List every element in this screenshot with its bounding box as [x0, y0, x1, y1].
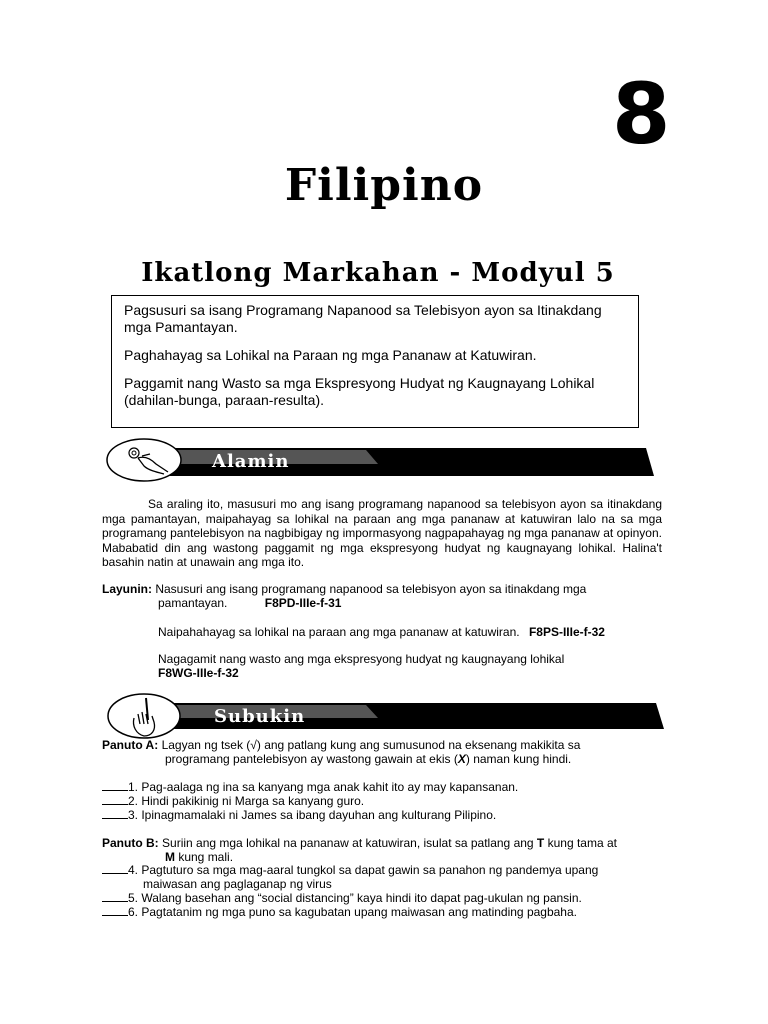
- objective-1: [102, 582, 662, 597]
- subukin-banner-graphic: [106, 693, 664, 739]
- list-item: [102, 808, 496, 823]
- alamin-title: Alamin: [212, 451, 290, 472]
- item-4-text: 4. Pagtuturo sa mga mag-aaral tungkol sa dapat gawin sa panahon ng pandemya upang: [128, 863, 599, 877]
- panuto-b: [102, 836, 617, 851]
- list-item: [102, 891, 582, 906]
- panuto-a-text-2a: programang pantelebisyon ay wastong gawain at ekis (: [165, 752, 458, 766]
- panuto-a-x: X: [457, 752, 466, 766]
- panuto-b-text-a: Suriin ang mga lohikal na pananaw at katuwiran, isulat sa patlang ang: [162, 836, 537, 850]
- objective-2: [158, 625, 605, 640]
- item-2-text: 2. Hindi pakikinig ni Marga sa kanyang guro.: [128, 794, 365, 808]
- panuto-b-t: T: [536, 836, 545, 850]
- grade-number: 8: [612, 65, 671, 163]
- item-3-text: 3. Ipinagmamalaki ni James sa ibang dayuhan ang kulturang Pilipino.: [128, 808, 497, 822]
- list-item: [102, 794, 364, 809]
- objective-3: [158, 652, 564, 667]
- panuto-a-text: Lagyan ng tsek (√) ang patlang kung ang sumusunod na eksenang makikita sa: [161, 738, 581, 752]
- alamin-banner: [106, 438, 654, 484]
- answer-blank[interactable]: [102, 863, 128, 874]
- panuto-b-m: M: [165, 850, 175, 864]
- layunin-label: Layunin:: [102, 582, 152, 596]
- panuto-a-text-2b: ) naman kung hindi.: [465, 752, 572, 766]
- list-item: [102, 905, 577, 920]
- answer-blank[interactable]: [102, 808, 128, 819]
- alamin-paragraph: [102, 497, 662, 570]
- answer-blank[interactable]: [102, 794, 128, 805]
- objective-3-code: F8WG-IIIe-f-32: [158, 666, 239, 680]
- answer-blank[interactable]: [102, 780, 128, 791]
- list-item: [102, 863, 598, 878]
- subukin-banner: [106, 693, 664, 739]
- module-title: Ikatlong Markahan - Modyul 5: [141, 258, 615, 288]
- answer-blank[interactable]: [102, 891, 128, 902]
- subject-title: Filipino: [284, 160, 484, 211]
- panuto-b-text-c: kung mali.: [175, 850, 234, 864]
- item-6-text: 6. Pagtatanim ng mga puno sa kagubatan upang maiwasan ang matinding pagbaha.: [128, 905, 577, 919]
- competency-2: Paghahayag sa Lohikal na Paraan ng mga Pananaw at Katuwiran.: [124, 347, 537, 363]
- objective-2-text: Naipahahayag sa lohikal na paraan ang mga pananaw at katuwiran.: [158, 625, 520, 639]
- panuto-a-label: Panuto A:: [102, 738, 159, 752]
- competency-1: Pagsusuri sa isang Programang Napanood sa Telebisyon ayon sa Itinakdang mga Pamantayan.: [124, 302, 602, 335]
- subukin-title: Subukin: [214, 706, 306, 727]
- objective-1-text: Nasusuri ang isang programang napanood sa telebisyon ayon sa itinakdang mga: [155, 582, 587, 596]
- item-5-text: 5. Walang basehan ang “social distancing” kaya hindi ito dapat pag-ukulan ng pansin.: [128, 891, 582, 905]
- alamin-text: Sa araling ito, masusuri mo ang isang programang napanood sa telebisyon ayon sa itinakdang mga pamantayan, maipahayag sa lohikal na paraan ang mga pananaw at katuwiran lalo na sa mga programang pantelebisyon na nagbibigay ng impormasyong nagpapahayag ng mga pananaw at opinyon. Mababatid din ang wastong paggamit ng mga ekspresyong hudyat ng kaugnayang lohikal. Halina't basahin natin at unawain ang mga ito.: [102, 497, 662, 569]
- panuto-a: [102, 738, 580, 753]
- answer-blank[interactable]: [102, 905, 128, 916]
- panuto-b-label: Panuto B:: [102, 836, 159, 850]
- hand-writing-icon: [124, 696, 164, 738]
- list-item: [102, 780, 518, 795]
- panuto-a-line2: [165, 752, 571, 767]
- objective-3-text: Nagagamit nang wasto ang mga ekspresyong hudyat ng kaugnayang lohikal: [158, 652, 565, 666]
- hand-pointing-icon: [116, 442, 172, 478]
- item-1-text: 1. Pag-aalaga ng ina sa kanyang mga anak kahit ito ay may kapansanan.: [128, 780, 519, 794]
- alamin-banner-graphic: [106, 438, 654, 484]
- item-4-line2: maiwasan ang paglaganap ng virus: [143, 877, 332, 891]
- objective-1-line2: [158, 596, 341, 611]
- panuto-b-text-b: kung tama at: [544, 836, 617, 850]
- objective-1-code: F8PD-IIIe-f-31: [264, 596, 342, 610]
- competency-3: Paggamit nang Wasto sa mga Ekspresyong Hudyat ng Kaugnayang Lohikal (dahilan-bunga, paraan-resulta).: [124, 375, 595, 408]
- objective-1-text-2: pamantayan.: [158, 596, 228, 610]
- competency-box: [111, 295, 639, 428]
- objective-2-code: F8PS-IIIe-f-32: [528, 625, 605, 639]
